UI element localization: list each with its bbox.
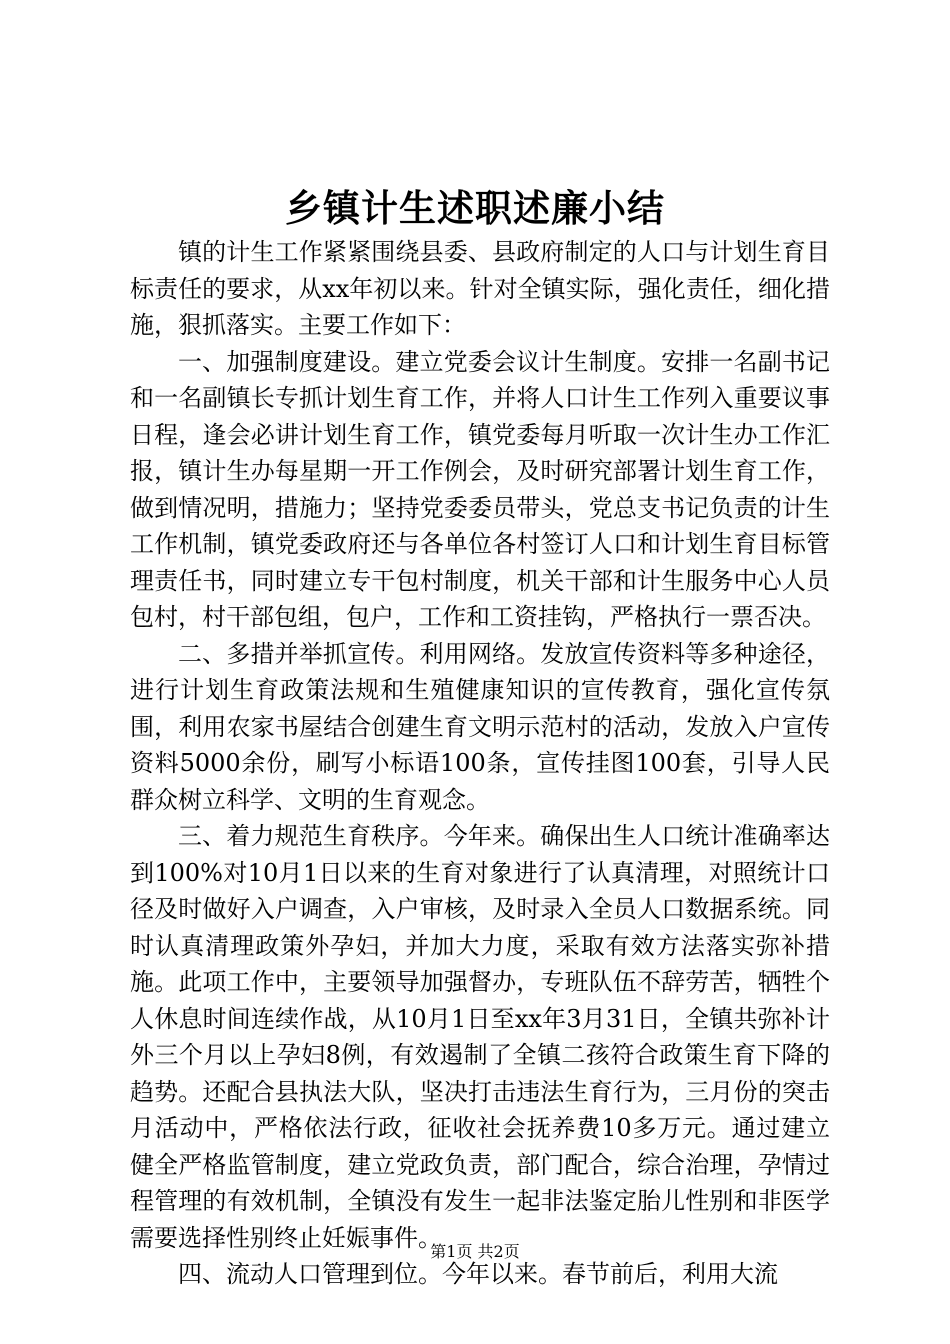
document-title: 乡镇计生述职述廉小结 <box>285 186 665 230</box>
paragraph-intro: 镇的计生工作紧紧围绕县委、县政府制定的人口与计划生育目标责任的要求，从xx年初以来。针对全镇实际，强化责任，细化措施，狠抓落实。主要工作如下： <box>130 238 830 339</box>
page-number-footer: 第1页 共2页 <box>430 1242 520 1261</box>
paragraph-section-2: 二、多措并举抓宣传。利用网络。发放宣传资料等多种途径，进行计划生育政策法规和生殖健康知识的宣传教育，强化宣传氛围，利用农家书屋结合创建生育文明示范村的活动，发放入户宣传资料5000余份，刷写小标语100条，宣传挂图100套，引导人民群众树立科学、文明的生育观念。 <box>130 639 830 814</box>
document-body <box>130 234 830 1293</box>
paragraph-section-4: 四、流动人口管理到位。今年以来。春节前后，利用大流 <box>178 1260 778 1288</box>
paragraph-section-1: 一、加强制度建设。建立党委会议计生制度。安排一名副书记和一名副镇长专抓计划生育工作，并将人口计生工作列入重要议事日程，逢会必讲计划生育工作，镇党委每月听取一次计生办工作汇报，镇计生办每星期一开工作例会，及时研究部署计划生育工作，做到情况明，措施力；坚持党委委员带头，党总支书记负责的计生工作机制，镇党委政府还与各单位各村签订人口和计划生育目标管理责任书，同时建立专干包村制度，机关干部和计生服务中心人员包村，村干部包组，包户，工作和工资挂钩，严格执行一票否决。 <box>130 347 830 631</box>
paragraph-section-3: 三、着力规范生育秩序。今年来。确保出生人口统计准确率达到100%对10月1日以来的生育对象进行了认真清理，对照统计口径及时做好入户调查，入户审核，及时录入全员人口数据系统。同时认真清理政策外孕妇，并加大力度，采取有效方法落实弥补措施。此项工作中，主要领导加强督办，专班队伍不辞劳苦，牺牲个人休息时间连续作战，从10月1日至xx年3月31日，全镇共弥补计外三个月以上孕妇8例，有效遏制了全镇二孩符合政策生育下降的趋势。还配合县执法大队，坚决打击违法生育行为，三月份的突击月活动中，严格依法行政，征收社会抚养费10多万元。通过建立健全严格监管制度，建立党政负责，部门配合，综合治理，孕情过程管理的有效机制，全镇没有发生一起非法鉴定胎儿性别和非医学需要选择性别终止妊娠事件。 <box>130 822 830 1252</box>
